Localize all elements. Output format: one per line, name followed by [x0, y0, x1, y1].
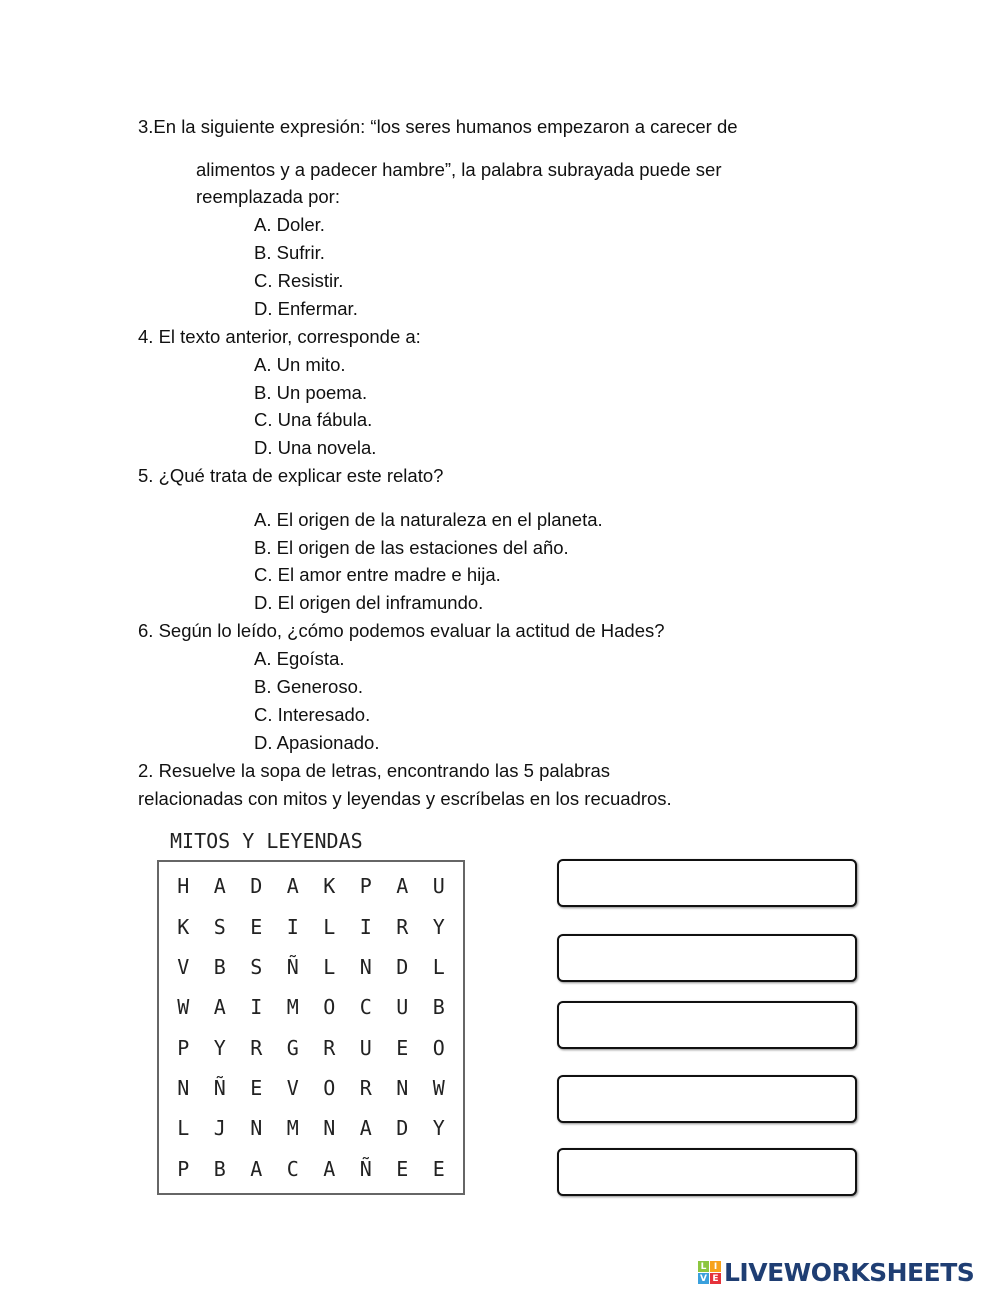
wordsearch-grid [157, 860, 465, 1195]
q6-option-b: B. Generoso. [254, 676, 364, 697]
wordsearch-cell[interactable]: N [396, 1076, 409, 1101]
q3-text-line1: 3.En la siguiente expresión: “los seres humanos empezaron a carecer de [138, 116, 738, 137]
wordsearch-cell[interactable]: D [396, 1116, 409, 1141]
wordsearch-cell[interactable]: N [323, 1116, 336, 1141]
wordsearch-cell[interactable]: O [323, 1076, 336, 1101]
wordsearch-cell[interactable]: I [359, 914, 372, 939]
q6-option-d: D. Apasionado. [254, 732, 380, 753]
wordsearch-cell[interactable]: L [323, 954, 336, 979]
wordsearch-cell[interactable]: B [432, 995, 445, 1020]
wordsearch-cell[interactable]: N [177, 1076, 190, 1101]
wordsearch-cell[interactable]: N [250, 1116, 263, 1141]
wordsearch-cell[interactable]: G [286, 1035, 299, 1060]
wordsearch-cell[interactable]: Y [432, 914, 445, 939]
logo-square: V [698, 1273, 709, 1284]
wordsearch-cell[interactable]: R [359, 1076, 372, 1101]
wordsearch-cell[interactable]: B [213, 954, 226, 979]
q5-question: 5. ¿Qué trata de explicar este relato? [138, 465, 444, 486]
logo-square: E [710, 1273, 721, 1284]
wordsearch-cell[interactable]: L [432, 954, 445, 979]
wordsearch-cell[interactable]: Ñ [359, 1156, 372, 1181]
logo-squares-icon [698, 1261, 721, 1284]
q4-option-d: D. Una novela. [254, 437, 377, 458]
wordsearch-cell[interactable]: R [250, 1035, 263, 1060]
wordsearch-cell[interactable]: V [177, 954, 190, 979]
wordsearch-cell[interactable]: H [177, 874, 190, 899]
logo-square: I [710, 1261, 721, 1272]
wordsearch-title: MITOS Y LEYENDAS [170, 829, 363, 853]
q6-option-a: A. Egoísta. [254, 648, 345, 669]
wordsearch-cell[interactable]: I [286, 914, 299, 939]
q3-option-d: D. Enfermar. [254, 298, 358, 319]
wordsearch-cell[interactable]: A [213, 874, 226, 899]
wordsearch-cell[interactable]: A [286, 874, 299, 899]
q6-option-c: C. Interesado. [254, 704, 371, 725]
wordsearch-cell[interactable]: E [432, 1156, 445, 1181]
q3-option-b: B. Sufrir. [254, 242, 325, 263]
wordsearch-cell[interactable]: U [432, 874, 445, 899]
answer-box-3[interactable] [557, 1001, 857, 1049]
answer-box-2[interactable] [557, 934, 857, 982]
wordsearch-cell[interactable]: K [323, 874, 336, 899]
wordsearch-cell[interactable]: U [359, 1035, 372, 1060]
answer-box-1[interactable] [557, 859, 857, 907]
wordsearch-cell[interactable]: U [396, 995, 409, 1020]
wordsearch-cell[interactable]: Ñ [286, 954, 299, 979]
q4-option-c: C. Una fábula. [254, 409, 373, 430]
answer-box-4[interactable] [557, 1075, 857, 1123]
wordsearch-cell[interactable]: E [250, 914, 263, 939]
wordsearch-cell[interactable]: L [323, 914, 336, 939]
wordsearch-cell[interactable]: Y [432, 1116, 445, 1141]
q5-option-a: A. El origen de la naturaleza en el planeta. [254, 509, 603, 530]
wordsearch-cell[interactable]: D [250, 874, 263, 899]
wordsearch-cell[interactable]: R [323, 1035, 336, 1060]
wordsearch-cell[interactable]: B [213, 1156, 226, 1181]
logo-square: L [698, 1261, 709, 1272]
wordsearch-cell[interactable]: P [177, 1156, 190, 1181]
wordsearch-cell[interactable]: L [177, 1116, 190, 1141]
q4-question: 4. El texto anterior, corresponde a: [138, 326, 421, 347]
q5-option-d: D. El origen del inframundo. [254, 592, 484, 613]
wordsearch-cell[interactable]: O [323, 995, 336, 1020]
logo-text: LIVEWORKSHEETS [724, 1258, 975, 1287]
wordsearch-cell[interactable]: C [286, 1156, 299, 1181]
q3-option-c: C. Resistir. [254, 270, 344, 291]
q5-option-b: B. El origen de las estaciones del año. [254, 537, 569, 558]
wordsearch-cell[interactable]: E [396, 1156, 409, 1181]
wordsearch-cell[interactable]: S [213, 914, 226, 939]
wordsearch-cell[interactable]: R [396, 914, 409, 939]
task2-line1: 2. Resuelve la sopa de letras, encontrando las 5 palabras [138, 760, 611, 781]
q3-text-line3: reemplazada por: [196, 186, 340, 207]
wordsearch-cell[interactable]: W [177, 995, 190, 1020]
wordsearch-cell[interactable]: A [250, 1156, 263, 1181]
q5-option-c: C. El amor entre madre e hija. [254, 564, 501, 585]
q3-option-a: A. Doler. [254, 214, 325, 235]
wordsearch-cell[interactable]: K [177, 914, 190, 939]
wordsearch-cell[interactable]: P [359, 874, 372, 899]
wordsearch-cell[interactable]: S [250, 954, 263, 979]
wordsearch-cell[interactable]: W [432, 1076, 445, 1101]
q4-option-b: B. Un poema. [254, 382, 368, 403]
q3-text-line2: alimentos y a padecer hambre”, la palabra subrayada puede ser [196, 159, 722, 180]
q6-question: 6. Según lo leído, ¿cómo podemos evaluar la actitud de Hades? [138, 620, 665, 641]
wordsearch-cell[interactable]: M [286, 1116, 299, 1141]
wordsearch-cell[interactable]: P [177, 1035, 190, 1060]
liveworksheets-logo [698, 1258, 974, 1287]
wordsearch-cell[interactable]: A [213, 995, 226, 1020]
wordsearch-cell[interactable]: A [359, 1116, 372, 1141]
wordsearch-cell[interactable]: C [359, 995, 372, 1020]
wordsearch-cell[interactable]: E [396, 1035, 409, 1060]
wordsearch-cell[interactable]: A [396, 874, 409, 899]
wordsearch-cell[interactable]: N [359, 954, 372, 979]
wordsearch-cell[interactable]: M [286, 995, 299, 1020]
wordsearch-cell[interactable]: O [432, 1035, 445, 1060]
answer-box-5[interactable] [557, 1148, 857, 1196]
wordsearch-cell[interactable]: I [250, 995, 263, 1020]
task2-line2: relacionadas con mitos y leyendas y escríbelas en los recuadros. [138, 788, 672, 809]
wordsearch-cell[interactable]: A [323, 1156, 336, 1181]
wordsearch-cell[interactable]: Ñ [213, 1076, 226, 1101]
q4-option-a: A. Un mito. [254, 354, 346, 375]
wordsearch-cell[interactable]: D [396, 954, 409, 979]
wordsearch-cell[interactable]: J [213, 1116, 226, 1141]
wordsearch-cell[interactable]: Y [213, 1035, 226, 1060]
wordsearch-cell[interactable]: E [250, 1076, 263, 1101]
wordsearch-cell[interactable]: V [286, 1076, 299, 1101]
